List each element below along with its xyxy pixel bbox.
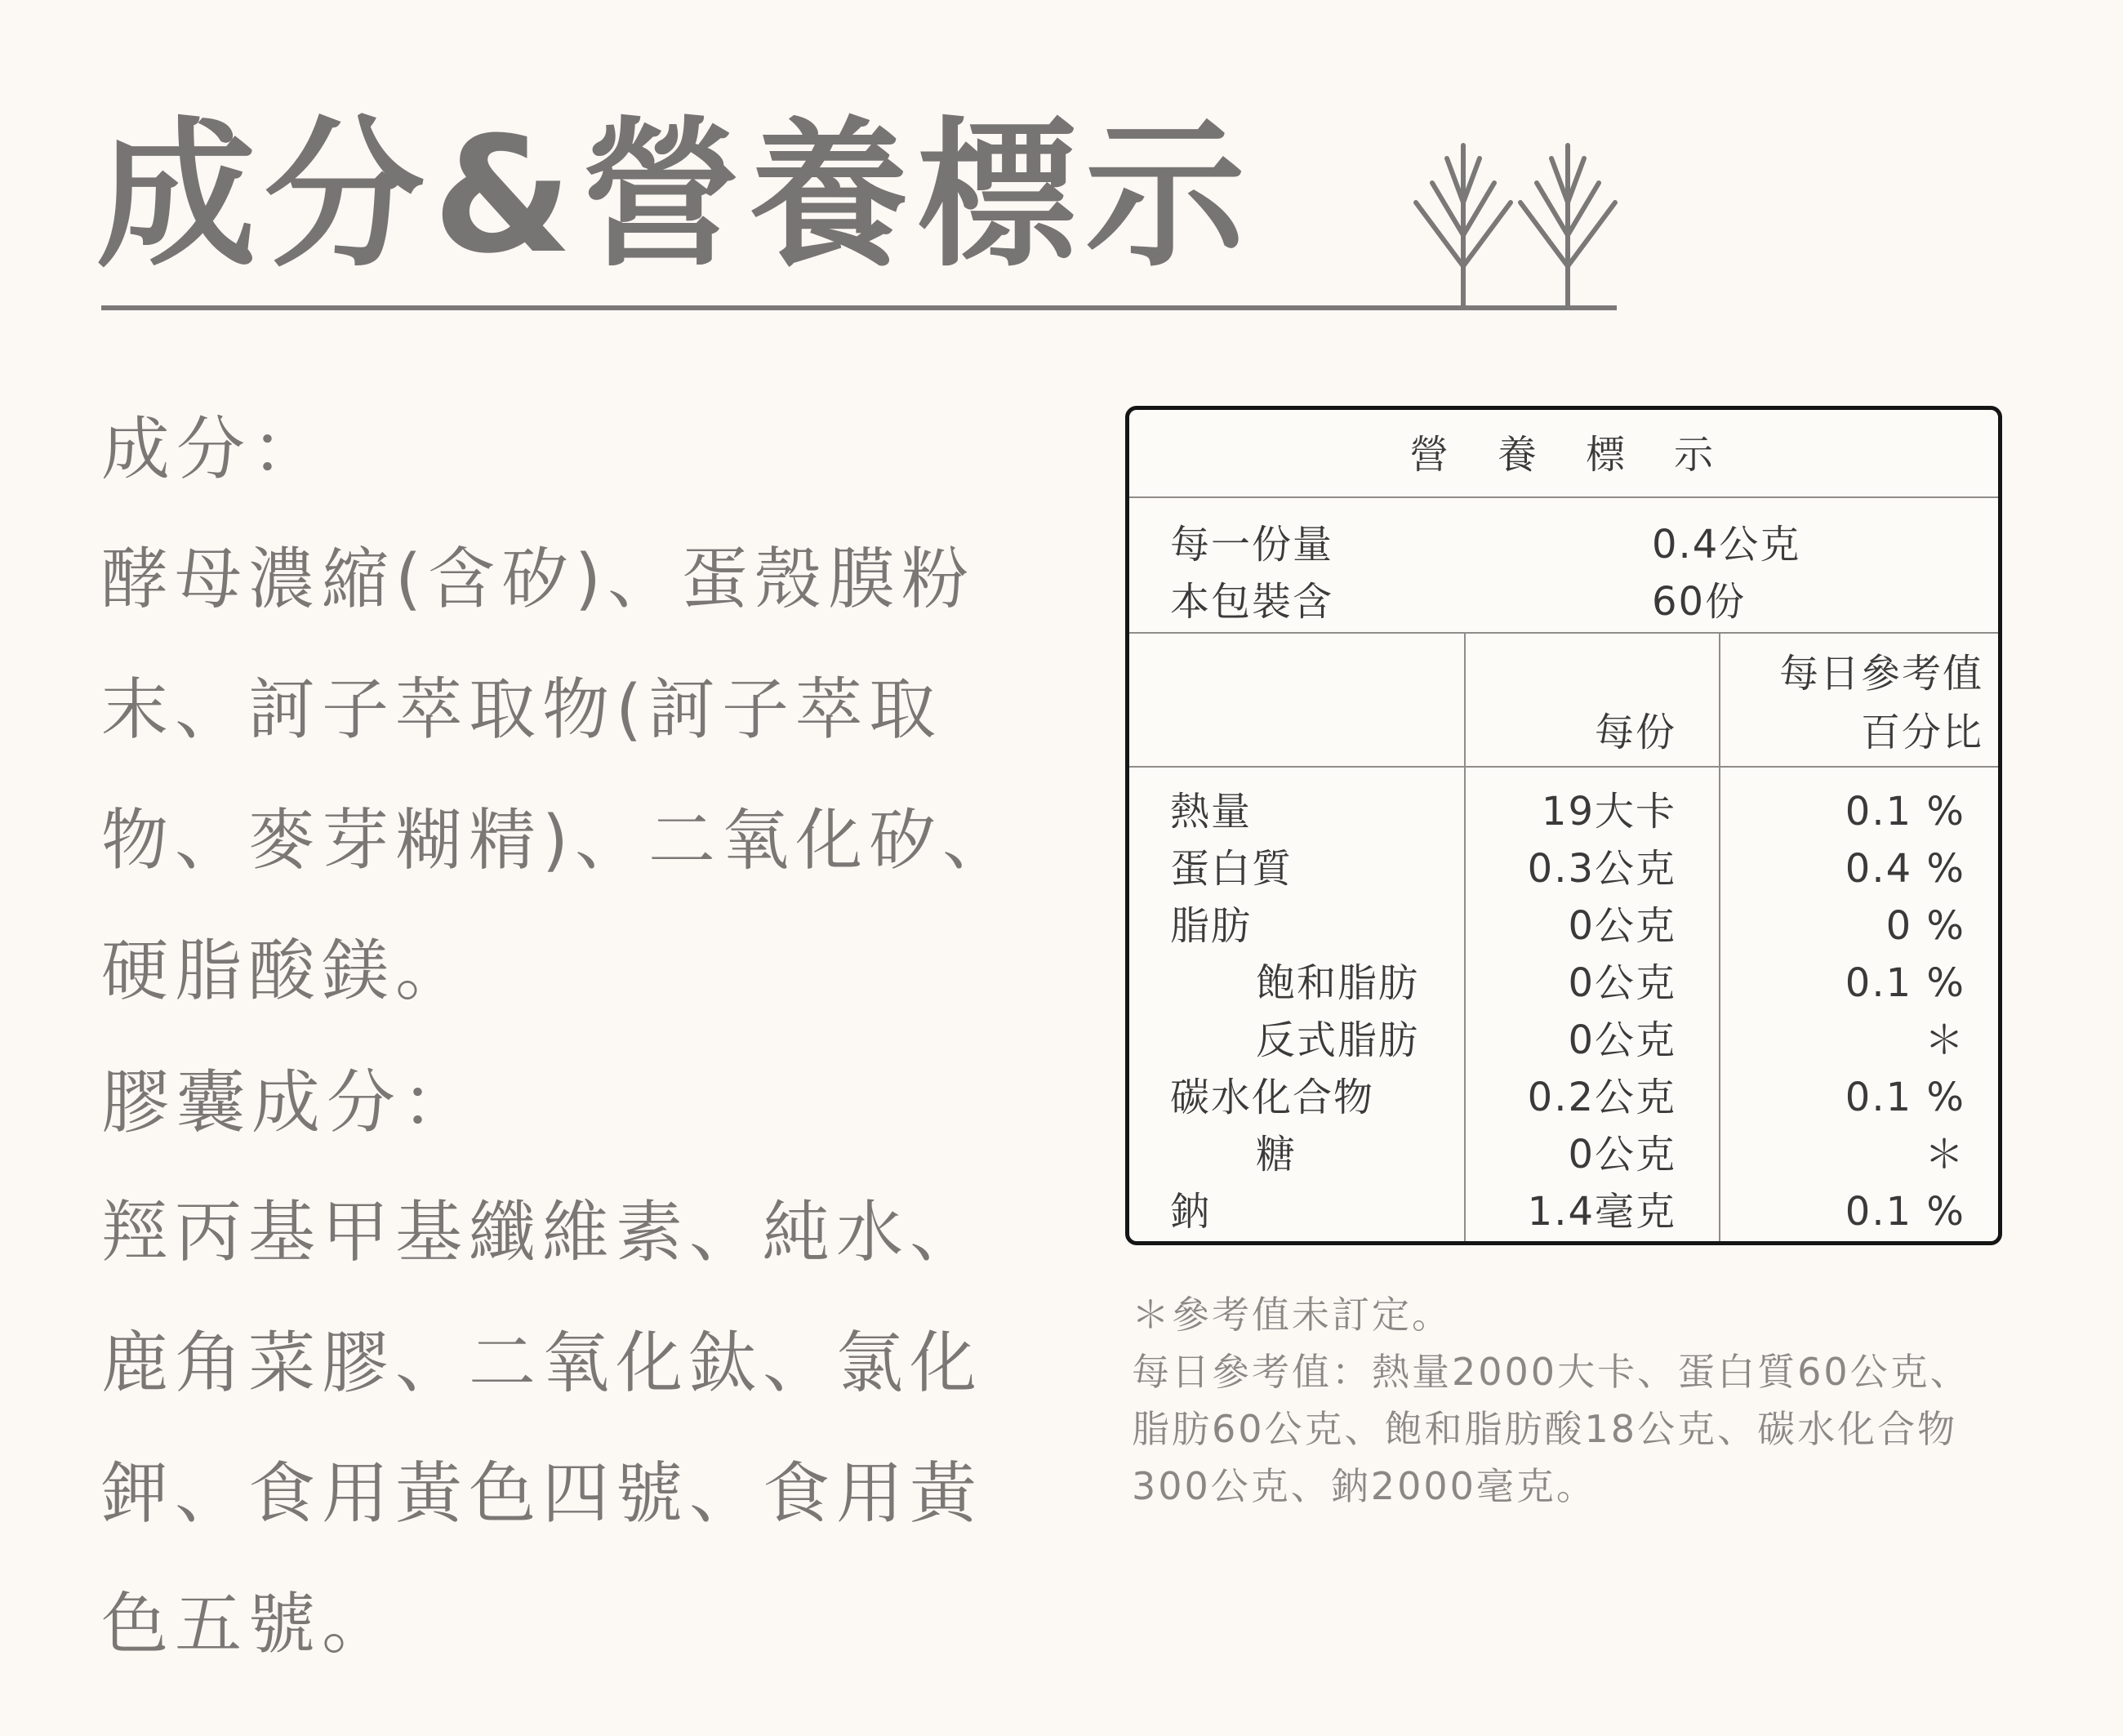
table-divider bbox=[1129, 632, 1998, 634]
ingredients-line: 末、訶子萃取物(訶子萃取 bbox=[101, 671, 942, 749]
servings-per-package-value: 60份 bbox=[1652, 579, 1747, 625]
daily-value-header: 每日參考值 bbox=[1778, 651, 1983, 697]
nutrient-daily-percent: 0.1 % bbox=[1845, 1075, 1965, 1120]
nutrient-per-serving: 0公克 bbox=[1568, 960, 1676, 1006]
capsule-line: 羥丙基甲基纖維素、純水、 bbox=[101, 1194, 984, 1271]
nutrient-per-serving: 0公克 bbox=[1568, 1017, 1676, 1063]
daily-value-header-percent: 百分比 bbox=[1860, 710, 1983, 755]
tree-icon bbox=[1404, 131, 1625, 310]
nutrient-daily-percent: 0.1 % bbox=[1845, 1189, 1965, 1235]
title-divider bbox=[101, 305, 1617, 310]
nutrient-per-serving: 0公克 bbox=[1568, 903, 1676, 949]
nutrient-per-serving: 0.3公克 bbox=[1527, 846, 1676, 892]
footnote: 300公克、鈉2000毫克。 bbox=[1132, 1464, 1596, 1508]
nutrition-table bbox=[1125, 406, 2002, 1245]
table-column-divider bbox=[1464, 632, 1466, 1245]
nutrient-per-serving: 0.2公克 bbox=[1527, 1075, 1676, 1120]
nutrient-daily-percent: 0 % bbox=[1885, 903, 1965, 949]
nutrient-daily-percent: 0.1 % bbox=[1845, 960, 1965, 1006]
nutrient-name: 鈉 bbox=[1170, 1189, 1212, 1235]
per-serving-header: 每份 bbox=[1594, 710, 1676, 755]
ingredients-heading: 成分： bbox=[101, 409, 327, 489]
footnote: ＊參考值未訂定。 bbox=[1132, 1293, 1452, 1337]
nutrient-daily-percent: 0.4 % bbox=[1845, 846, 1965, 892]
nutrient-name: 蛋白質 bbox=[1170, 846, 1293, 892]
serving-size-value: 0.4公克 bbox=[1652, 522, 1801, 568]
nutrient-name: 熱量 bbox=[1170, 789, 1253, 835]
nutrient-daily-percent: ＊ bbox=[1924, 1132, 1965, 1177]
nutrient-per-serving: 19大卡 bbox=[1541, 789, 1676, 835]
nutrient-name: 碳水化合物 bbox=[1170, 1075, 1375, 1120]
nutrient-daily-percent: ＊ bbox=[1924, 1017, 1965, 1063]
capsule-line: 鹿角菜膠、二氧化鈦、氯化 bbox=[101, 1324, 984, 1402]
servings-per-package-label: 本包裝含 bbox=[1170, 579, 1334, 625]
nutrient-name: 反式脂肪 bbox=[1256, 1017, 1420, 1063]
ingredients-line: 物、麥芽糊精)、二氧化矽、 bbox=[101, 802, 1016, 879]
page-title: 成分&營養標示 bbox=[96, 103, 1253, 289]
ingredients-line: 硬脂酸鎂。 bbox=[101, 933, 470, 1010]
serving-size-label: 每一份量 bbox=[1170, 522, 1334, 568]
nutrient-per-serving: 0公克 bbox=[1568, 1132, 1676, 1177]
table-divider bbox=[1129, 496, 1998, 498]
table-divider bbox=[1129, 766, 1998, 768]
table-column-divider bbox=[1719, 632, 1720, 1245]
ingredients-line: 酵母濃縮(含矽)、蛋殼膜粉 bbox=[101, 541, 975, 618]
footnote: 每日參考值：熱量2000大卡、蛋白質60公克、 bbox=[1132, 1350, 1970, 1394]
nutrient-name: 脂肪 bbox=[1170, 903, 1253, 949]
nutrient-name: 飽和脂肪 bbox=[1256, 960, 1420, 1006]
nutrient-daily-percent: 0.1 % bbox=[1845, 789, 1965, 835]
footnote: 脂肪60公克、飽和脂肪酸18公克、碳水化合物 bbox=[1132, 1407, 1958, 1451]
capsule-line: 鉀、食用黃色四號、食用黃 bbox=[101, 1455, 984, 1533]
nutrition-title: 營 養 標 示 bbox=[1409, 432, 1718, 478]
nutrient-per-serving: 1.4毫克 bbox=[1527, 1189, 1676, 1235]
capsule-heading: 膠囊成分： bbox=[101, 1062, 478, 1142]
nutrient-name: 糖 bbox=[1256, 1132, 1297, 1177]
capsule-line: 色五號。 bbox=[101, 1586, 396, 1663]
